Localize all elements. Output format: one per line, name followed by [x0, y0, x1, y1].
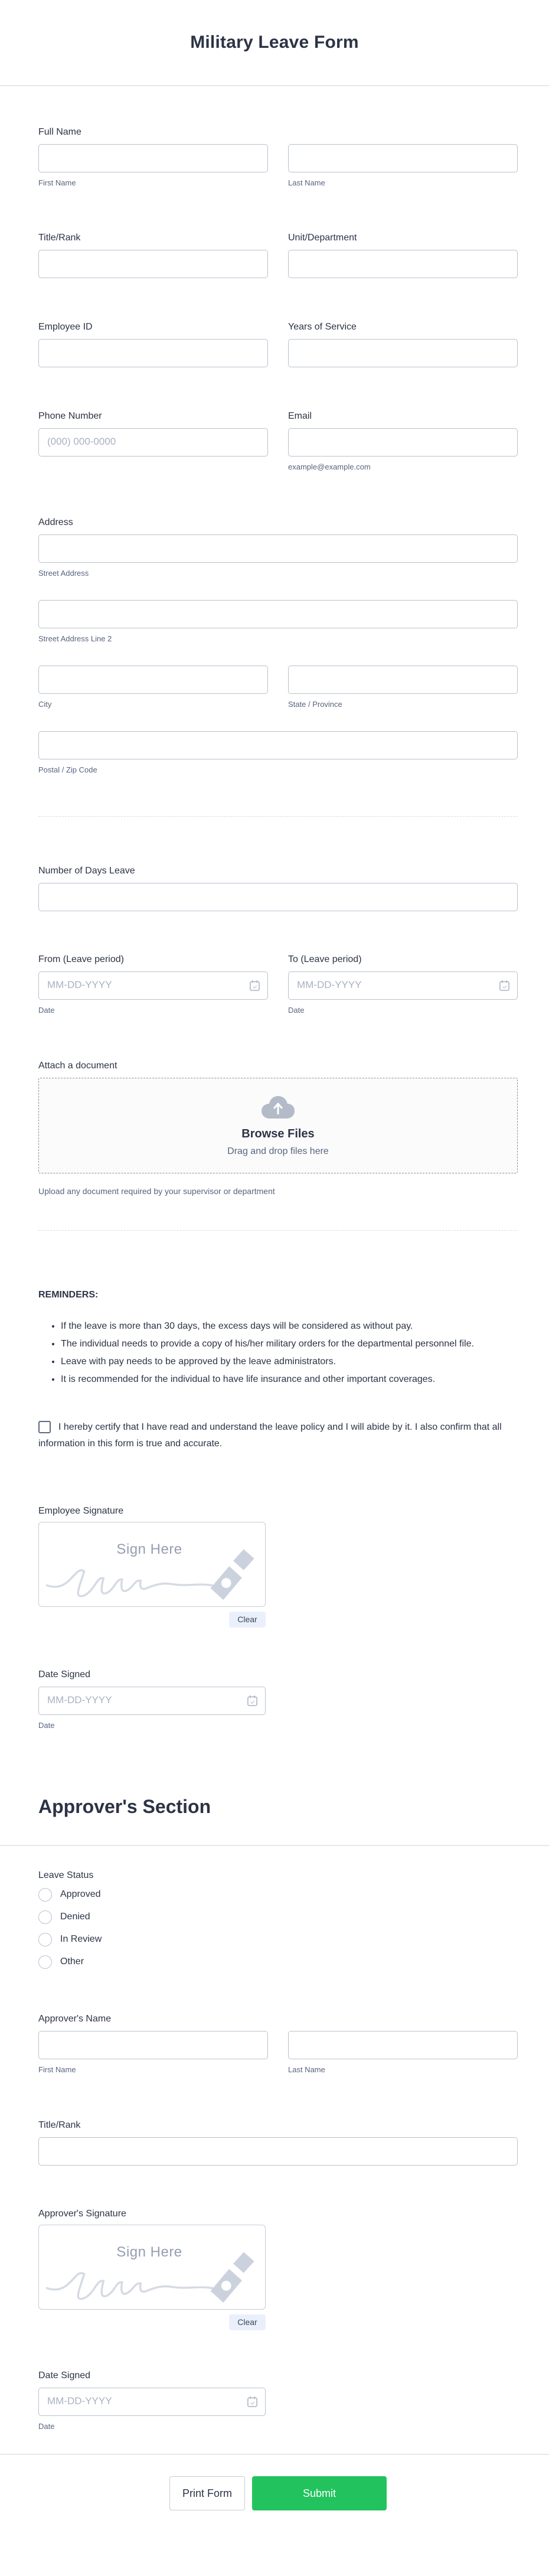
- submit-button[interactable]: Submit: [252, 2476, 387, 2510]
- radio-in-review[interactable]: [38, 1933, 52, 1946]
- street-address-line2-input[interactable]: [38, 600, 518, 628]
- leave-period-row: [38, 954, 518, 1015]
- email-label: Email: [288, 411, 312, 421]
- radio-other-label: Other: [60, 1957, 84, 1967]
- certify-text: I hereby certify that I have read and understand the leave policy and I will abide by it. I also confirm that all information in this form is true and accurate.: [38, 1422, 502, 1449]
- approver-signature-pad[interactable]: [38, 2225, 266, 2310]
- approver-section-heading: Approver's Section: [38, 1796, 211, 1817]
- radio-option-denied[interactable]: [38, 1910, 518, 1924]
- phone-input[interactable]: [38, 428, 268, 456]
- radio-in-review-label: In Review: [60, 1934, 102, 1944]
- radio-denied[interactable]: [38, 1910, 52, 1924]
- full-name-label: Full Name: [38, 127, 81, 137]
- employee-signature-pad[interactable]: [38, 1522, 266, 1607]
- file-upload-dropzone[interactable]: [38, 1078, 518, 1173]
- attach-document-sublabel: Upload any document required by your supervisor or department: [38, 1186, 275, 1196]
- first-name-sublabel: First Name: [38, 178, 76, 187]
- employee-date-signed-label: Date Signed: [38, 1669, 91, 1680]
- radio-option-in-review[interactable]: [38, 1932, 518, 1946]
- to-date-field: [288, 954, 518, 1015]
- years-of-service-label: Years of Service: [288, 322, 357, 332]
- approver-name-field: [38, 2013, 518, 2075]
- employee-date-signed-input[interactable]: [38, 1687, 266, 1715]
- days-leave-input[interactable]: [38, 883, 518, 911]
- print-form-button[interactable]: Print Form: [169, 2476, 245, 2510]
- section-divider-dashed: [38, 816, 518, 817]
- state-province-sublabel: State / Province: [288, 700, 342, 709]
- days-leave-label: Number of Days Leave: [38, 866, 135, 876]
- radio-approved-label: Approved: [60, 1889, 101, 1899]
- phone-email-row: [38, 410, 518, 472]
- attach-document-label: Attach a document: [38, 1061, 117, 1071]
- unit-department-field: [288, 232, 518, 278]
- pen-nib-icon: [39, 1522, 265, 1606]
- certify-checkbox[interactable]: [38, 1421, 51, 1433]
- radio-approved[interactable]: [38, 1888, 52, 1902]
- approver-last-name-sublabel: Last Name: [288, 2065, 325, 2074]
- approver-name-label: Approver's Name: [38, 2014, 112, 2024]
- postal-zip-input[interactable]: [38, 731, 518, 759]
- pen-nib-icon: [39, 2225, 265, 2309]
- title-rank-input[interactable]: [38, 250, 268, 278]
- browse-files-label: Browse Files: [241, 1127, 315, 1140]
- title-unit-row: [38, 232, 518, 278]
- title-rank-label: Title/Rank: [38, 233, 81, 243]
- drag-drop-label: Drag and drop files here: [227, 1146, 329, 1156]
- last-name-input[interactable]: [288, 144, 518, 172]
- attach-document-field: [38, 1060, 518, 1196]
- employee-signature-label: Employee Signature: [38, 1506, 124, 1516]
- sign-here-label: Sign Here: [116, 2244, 182, 2260]
- radio-other[interactable]: [38, 1955, 52, 1969]
- approver-signature-clear-button[interactable]: Clear: [229, 2314, 266, 2330]
- address-label: Address: [38, 517, 73, 527]
- email-sublabel: example@example.com: [288, 462, 371, 471]
- footer-divider: [0, 2454, 549, 2455]
- radio-option-approved[interactable]: [38, 1887, 518, 1902]
- approver-title-rank-field: [38, 2120, 518, 2166]
- full-name-field: [38, 126, 518, 188]
- approver-date-signed-input[interactable]: [38, 2388, 266, 2416]
- leave-status-field: [38, 1870, 518, 1969]
- employee-signature-field: [38, 1505, 518, 1628]
- to-date-sublabel: Date: [288, 1006, 305, 1015]
- approver-signature-field: [38, 2208, 518, 2330]
- page-title: Military Leave Form: [190, 32, 359, 52]
- reminders-list: [38, 1318, 518, 1388]
- reminder-item: • If the leave is more than 30 days, the excess days will be considered as without pay.: [61, 1318, 518, 1335]
- header-divider: [0, 85, 549, 86]
- sign-here-label: Sign Here: [116, 1541, 182, 1557]
- first-name-input[interactable]: [38, 144, 268, 172]
- approver-date-signed-label: Date Signed: [38, 2370, 91, 2381]
- from-date-label: From (Leave period): [38, 954, 124, 964]
- approver-title-rank-label: Title/Rank: [38, 2120, 81, 2130]
- to-date-input[interactable]: [288, 971, 518, 1000]
- postal-zip-sublabel: Postal / Zip Code: [38, 765, 97, 774]
- approver-date-signed-field: [38, 2370, 518, 2431]
- radio-denied-label: Denied: [60, 1912, 90, 1922]
- approver-last-name-input[interactable]: [288, 2031, 518, 2059]
- street-address-line2-sublabel: Street Address Line 2: [38, 634, 112, 643]
- employee-date-signed-sublabel: Date: [38, 1721, 55, 1730]
- reminder-item: • It is recommended for the individual to have life insurance and other important coverages.: [61, 1371, 518, 1388]
- calendar-icon[interactable]: [249, 980, 260, 992]
- approver-signature-label: Approver's Signature: [38, 2209, 126, 2219]
- approver-title-rank-input[interactable]: [38, 2137, 518, 2166]
- calendar-icon[interactable]: [499, 980, 510, 992]
- phone-label: Phone Number: [38, 411, 102, 421]
- employee-date-signed-field: [38, 1669, 518, 1730]
- approver-first-name-sublabel: First Name: [38, 2065, 76, 2074]
- address-field: [38, 517, 518, 775]
- leave-status-label: Leave Status: [38, 1870, 94, 1880]
- employee-signature-clear-button[interactable]: Clear: [229, 1612, 266, 1628]
- reminders-heading: REMINDERS:: [38, 1290, 99, 1300]
- from-date-input[interactable]: [38, 971, 268, 1000]
- employee-id-field: [38, 321, 268, 367]
- city-input[interactable]: [38, 666, 268, 694]
- employee-id-label: Employee ID: [38, 322, 93, 332]
- street-address-sublabel: Street Address: [38, 569, 89, 578]
- phone-field: [38, 410, 268, 472]
- reminder-item: • Leave with pay needs to be approved by the leave administrators.: [61, 1353, 518, 1371]
- unit-department-input[interactable]: [288, 250, 518, 278]
- days-leave-field: [38, 865, 518, 911]
- last-name-sublabel: Last Name: [288, 178, 325, 187]
- radio-option-other[interactable]: [38, 1955, 518, 1969]
- calendar-icon[interactable]: [247, 2396, 258, 2408]
- unit-department-label: Unit/Department: [288, 233, 357, 243]
- title-rank-field: [38, 232, 268, 278]
- reminders-block: [38, 1289, 518, 1388]
- form-actions: [38, 2476, 518, 2510]
- reminder-item: • The individual needs to provide a copy of his/her military orders for the departmental personnel file.: [61, 1335, 518, 1353]
- approver-date-signed-sublabel: Date: [38, 2422, 55, 2431]
- years-of-service-input[interactable]: [288, 339, 518, 367]
- years-of-service-field: [288, 321, 518, 367]
- section-divider-dashed: [38, 1230, 518, 1231]
- city-sublabel: City: [38, 700, 52, 709]
- to-date-label: To (Leave period): [288, 954, 362, 964]
- cloud-upload-icon: [260, 1095, 296, 1120]
- state-province-input[interactable]: [288, 666, 518, 694]
- approver-first-name-input[interactable]: [38, 2031, 268, 2059]
- from-date-sublabel: Date: [38, 1006, 55, 1015]
- from-date-field: [38, 954, 268, 1015]
- email-input[interactable]: [288, 428, 518, 456]
- employee-years-row: [38, 321, 518, 367]
- calendar-icon[interactable]: [247, 1695, 258, 1707]
- certification-field: [38, 1419, 518, 1452]
- street-address-input[interactable]: [38, 534, 518, 563]
- email-field: [288, 410, 518, 472]
- form-header: [0, 0, 549, 52]
- employee-id-input[interactable]: [38, 339, 268, 367]
